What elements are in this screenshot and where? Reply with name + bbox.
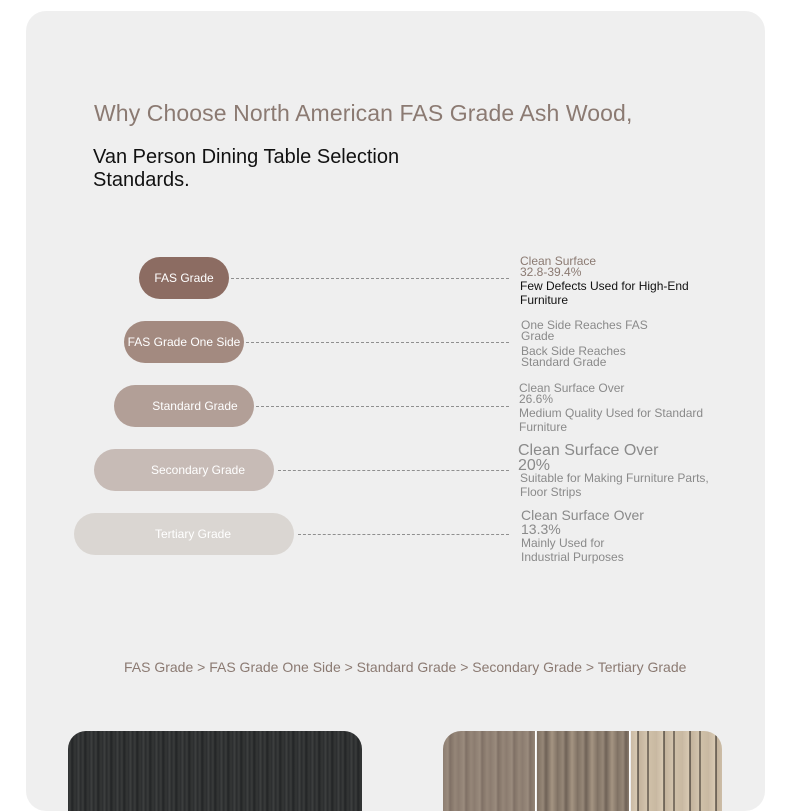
image-divider xyxy=(535,731,536,811)
connector-line xyxy=(298,534,509,535)
grade-label: Tertiary Grade xyxy=(154,527,232,541)
grade-pill-standard xyxy=(114,385,254,427)
grade-usage: Few Defects Used for High-End Furniture xyxy=(520,279,689,307)
grade-spec: Clean Surface Over 26.6% xyxy=(519,381,625,406)
grade-description-tertiary xyxy=(521,508,681,564)
grade-spec: One Side Reaches FAS Grade xyxy=(521,318,648,343)
grade-pill-secondary xyxy=(94,449,274,491)
connector-line xyxy=(246,342,509,343)
grade-pill-fas-one-side xyxy=(124,321,244,363)
grade-order-summary: FAS Grade > FAS Grade One Side > Standard Grade > Secondary Grade > Tertiary Grade xyxy=(124,659,687,675)
connector-line xyxy=(278,470,509,471)
grade-description-standard xyxy=(519,383,724,434)
grade-label: FAS Grade xyxy=(154,271,214,285)
grade-usage: Back Side Reaches Standard Grade xyxy=(521,344,626,369)
wood-texture-weathered xyxy=(537,731,628,811)
grade-description-fas xyxy=(520,256,710,307)
grade-pill-tertiary xyxy=(74,513,294,555)
grade-spec: Clean Surface Over 13.3% xyxy=(521,507,644,537)
connector-line xyxy=(256,406,509,407)
grade-usage: Suitable for Making Furniture Parts, Floor Strips xyxy=(520,471,709,499)
page-subtitle: Van Person Dining Table Selection Standards. xyxy=(93,146,400,191)
grade-usage: Medium Quality Used for Standard Furniture xyxy=(519,406,704,434)
wood-texture-cracked xyxy=(631,731,722,811)
connector-line xyxy=(231,278,509,279)
grade-spec: Clean Surface 32.8-39.4% xyxy=(520,254,597,279)
image-divider xyxy=(629,731,630,811)
grade-spec: Clean Surface Over 20% xyxy=(518,442,659,474)
grade-usage: Mainly Used for Industrial Purposes xyxy=(521,536,624,564)
grade-label: Secondary Grade xyxy=(150,463,246,477)
grade-label: FAS Grade One Side xyxy=(127,335,241,349)
page-title: Why Choose North American FAS Grade Ash Wood, xyxy=(94,100,633,126)
wood-grade-textures-image xyxy=(443,731,722,811)
grade-description-secondary xyxy=(518,443,733,499)
wood-texture-light xyxy=(443,731,535,811)
dark-ash-wood-image xyxy=(68,731,362,811)
grade-description-fas-one-side xyxy=(521,320,661,368)
grade-pill-fas xyxy=(139,257,229,299)
grade-label: Standard Grade xyxy=(152,399,238,413)
